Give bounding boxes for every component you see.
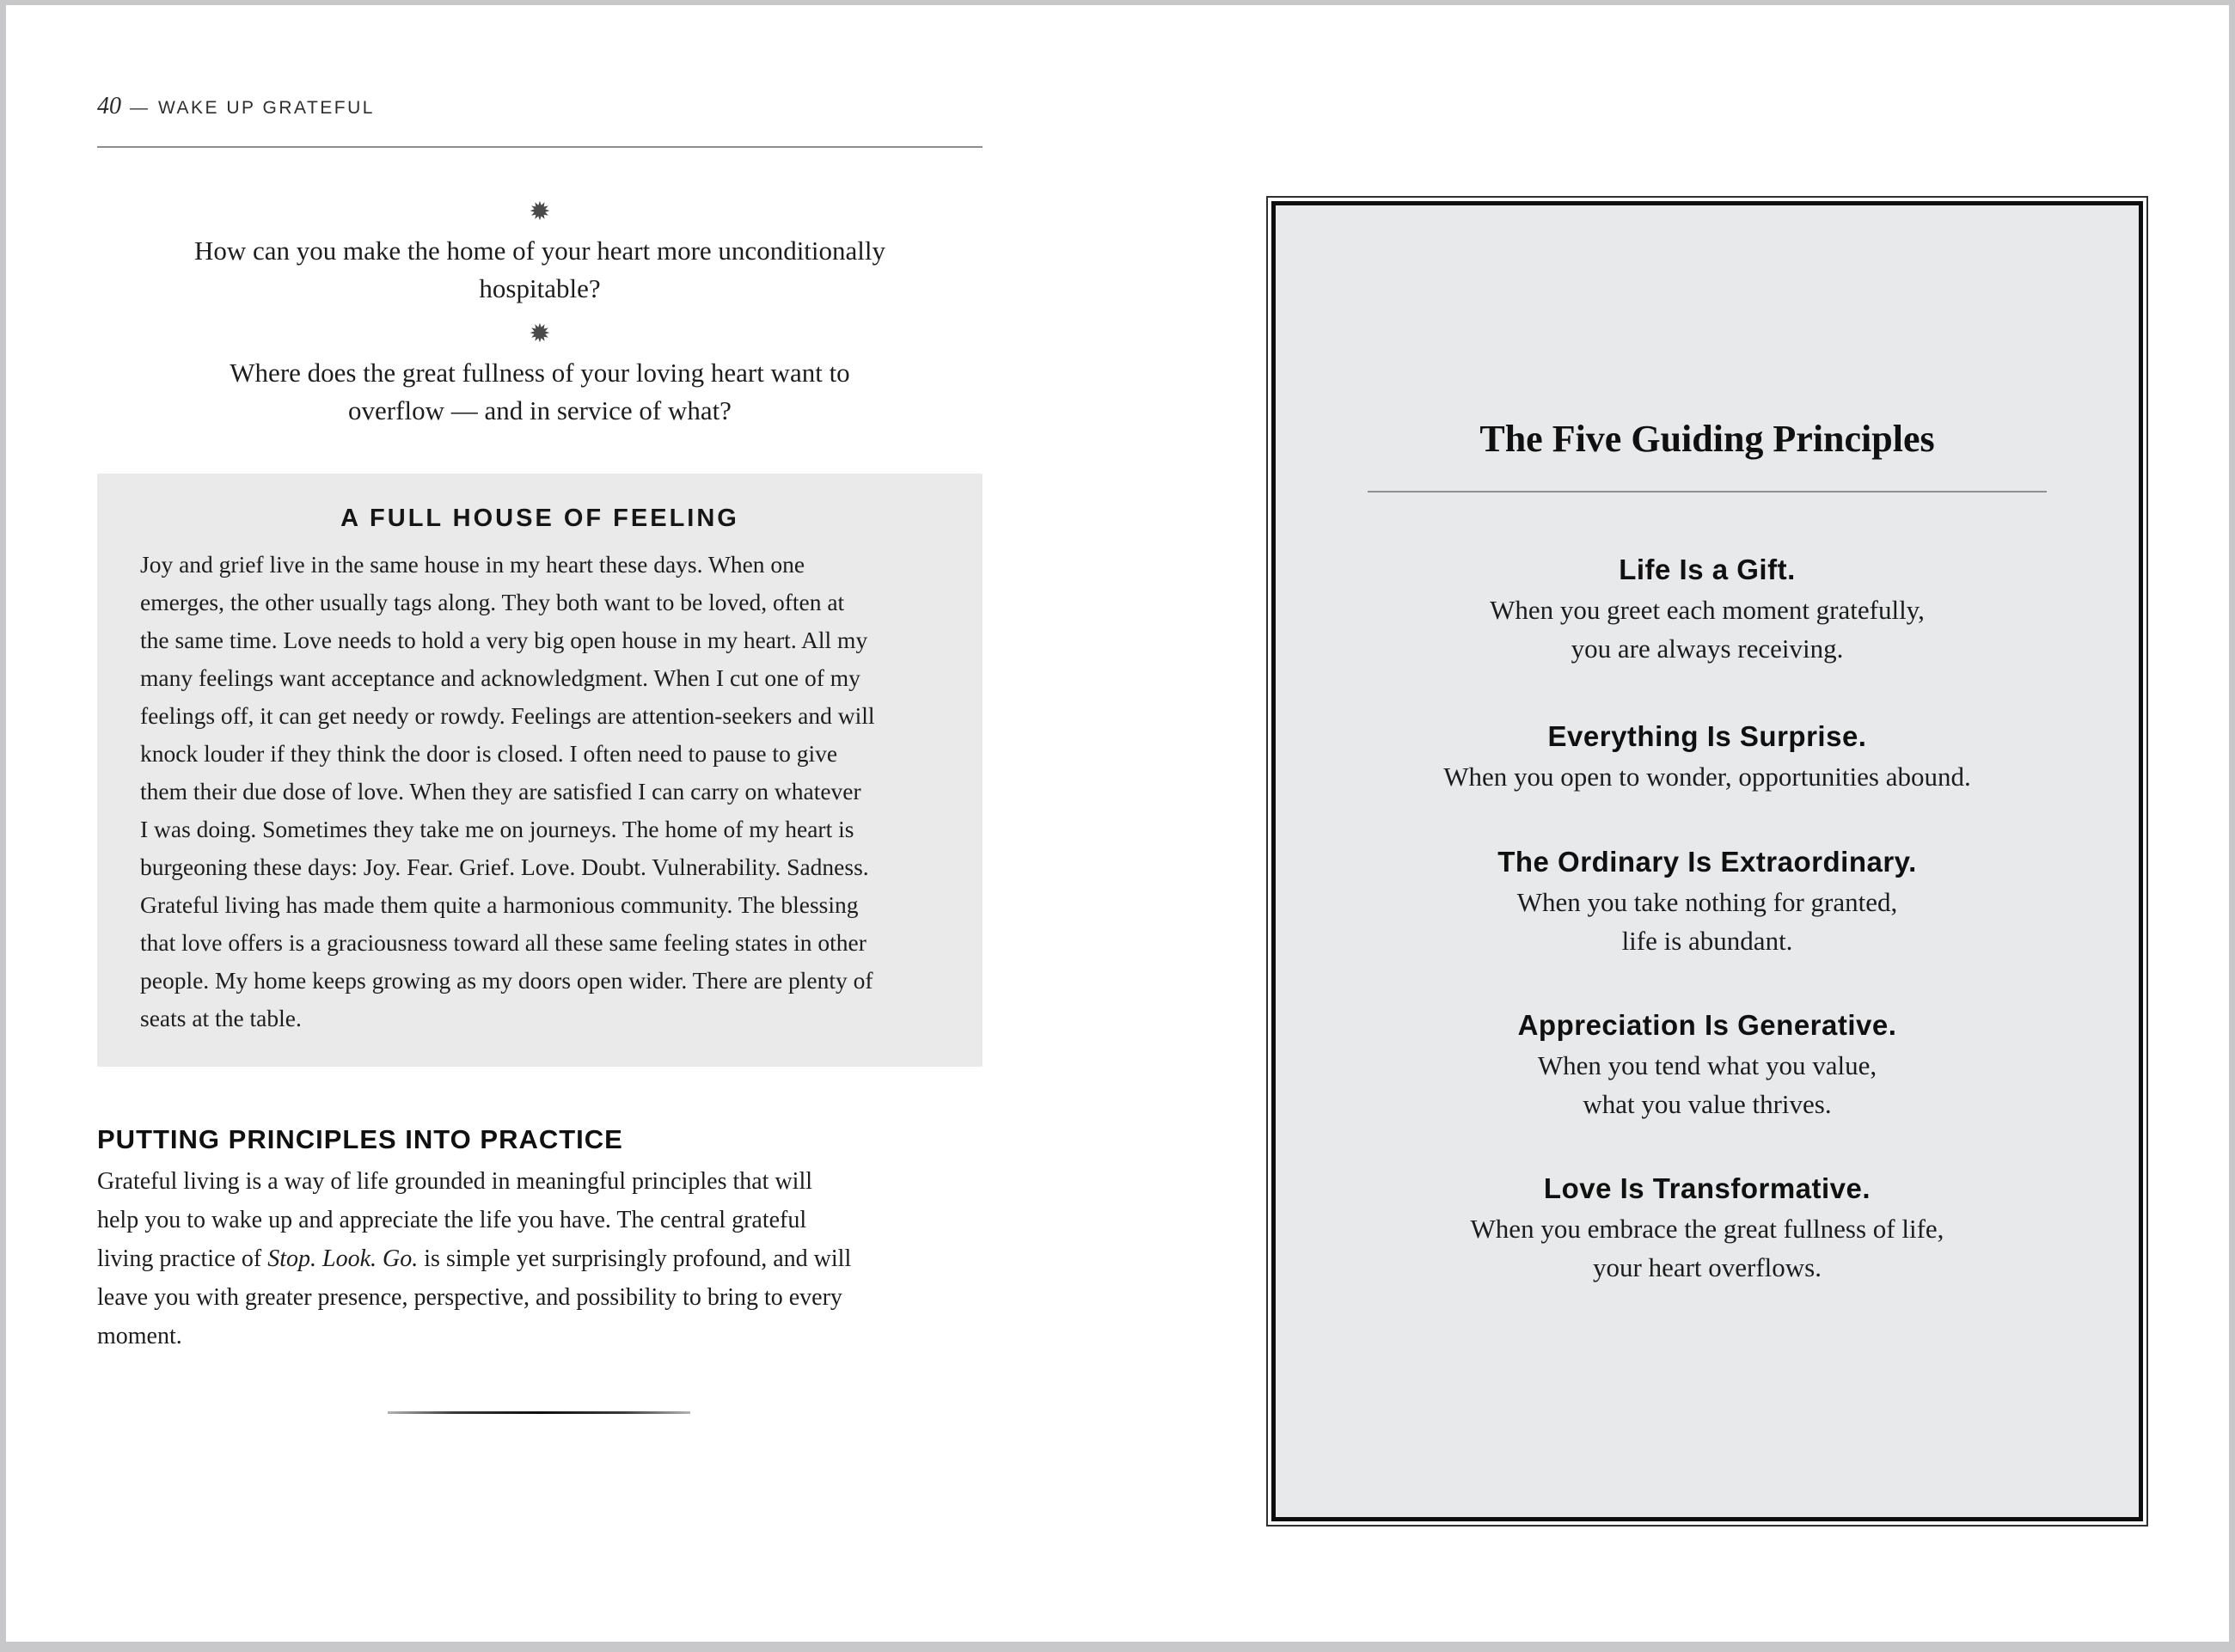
running-header: [97, 93, 375, 120]
question-line: hospitable?: [479, 273, 601, 303]
principle-heading: The Ordinary Is Extraordinary.: [1497, 846, 1917, 878]
reflection-question: [97, 354, 983, 430]
header-separator: —: [130, 98, 148, 118]
page-number: 40: [97, 93, 121, 119]
principle-line: what you value thrives.: [1583, 1089, 1832, 1119]
practice-italic-phrase: Stop. Look. Go.: [267, 1245, 419, 1272]
principles-panel-inner: [1271, 201, 2143, 1521]
feature-box-line: many feelings want acceptance and acknowledgment. When I cut one of my: [140, 664, 860, 691]
principle-group: [1276, 841, 2139, 960]
question-line: Where does the great fullness of your loving heart want to: [230, 358, 850, 388]
principle-line: When you tend what you value,: [1537, 1050, 1877, 1080]
panel-title: The Five Guiding Principles: [1479, 418, 1935, 460]
question-line: How can you make the home of your heart more unconditionally: [193, 236, 886, 266]
principle-heading: Appreciation Is Generative.: [1517, 1009, 1897, 1041]
principle-line: life is abundant.: [1621, 926, 1793, 956]
principle-group: [1276, 549, 2139, 668]
feature-box-line: the same time. Love needs to hold a very big open house in my heart. All my: [140, 627, 868, 653]
principle-group: [1276, 1005, 2139, 1123]
question-line: overflow — and in service of what?: [348, 395, 732, 425]
principle-line: you are always receiving.: [1571, 633, 1844, 664]
feature-box-line: Joy and grief live in the same house in my heart these days. When one: [140, 551, 805, 578]
feature-box-line: emerges, the other usually tags along. They both want to be loved, often at: [140, 589, 845, 615]
feature-box-body: [140, 546, 940, 1037]
feature-box-line: people. My home keeps growing as my doors open wider. There are plenty of: [140, 967, 873, 994]
principle-heading: Life Is a Gift.: [1619, 554, 1796, 585]
feature-box-line: knock louder if they think the door is closed. I often need to pause to give: [140, 740, 838, 767]
principle-group: [1276, 716, 2139, 796]
feature-box-title: A FULL HOUSE OF FEELING: [340, 505, 739, 532]
feature-box-line: I was doing. Sometimes they take me on journeys. The home of my heart is: [140, 816, 854, 842]
principle-line: When you embrace the great fullness of life,: [1470, 1214, 1944, 1244]
principles-panel: [1266, 196, 2148, 1527]
paragraph-line: Grateful living is a way of life grounded in meaningful principles that will: [97, 1168, 813, 1195]
paragraph-line: [97, 1239, 851, 1278]
principle-heading: Everything Is Surprise.: [1547, 720, 1867, 752]
feature-box-line: Grateful living has made them quite a harmonious community. The blessing: [140, 891, 859, 918]
paragraph-text: living practice of: [97, 1245, 268, 1272]
tapered-divider: [388, 1411, 690, 1414]
header-rule: [97, 146, 983, 148]
paragraph-line: help you to wake up and appreciate the life you have. The central grateful: [97, 1207, 807, 1233]
paragraph-text: is simple yet surprisingly profound, and will: [418, 1245, 852, 1272]
principle-line: When you take nothing for granted,: [1516, 887, 1898, 917]
book-spread: [6, 5, 2229, 1642]
paragraph-line: leave you with greater presence, perspective, and possibility to bring to every: [97, 1284, 842, 1311]
principle-line: When you open to wonder, opportunities abound.: [1443, 762, 1971, 792]
paragraph-line: moment.: [97, 1323, 182, 1349]
star-ornament-icon: ✹: [529, 319, 551, 349]
feature-box-line: seats at the table.: [140, 1005, 302, 1031]
book-title: WAKE UP GRATEFUL: [158, 98, 375, 118]
feature-box-line: them their due dose of love. When they are satisfied I can carry on whatever: [140, 778, 861, 805]
practice-paragraph: [97, 1162, 851, 1355]
feature-box: [97, 474, 983, 1067]
reflection-question: [97, 232, 983, 308]
feature-box-line: burgeoning these days: Joy. Fear. Grief. Love. Doubt. Vulnerability. Sadness.: [140, 854, 869, 880]
principle-line: When you greet each moment gratefully,: [1490, 595, 1925, 625]
principle-line: your heart overflows.: [1593, 1252, 1822, 1282]
star-ornament-icon: ✹: [529, 197, 551, 227]
principle-group: [1276, 1168, 2139, 1287]
feature-box-line: that love offers is a graciousness toward all these same feeling states in other: [140, 929, 866, 956]
feature-box-line: feelings off, it can get needy or rowdy. Feelings are attention-seekers and will: [140, 702, 875, 729]
principle-heading: Love Is Transformative.: [1543, 1172, 1871, 1204]
panel-title-rule: [1368, 491, 2047, 493]
practice-section-title: PUTTING PRINCIPLES INTO PRACTICE: [97, 1124, 623, 1154]
